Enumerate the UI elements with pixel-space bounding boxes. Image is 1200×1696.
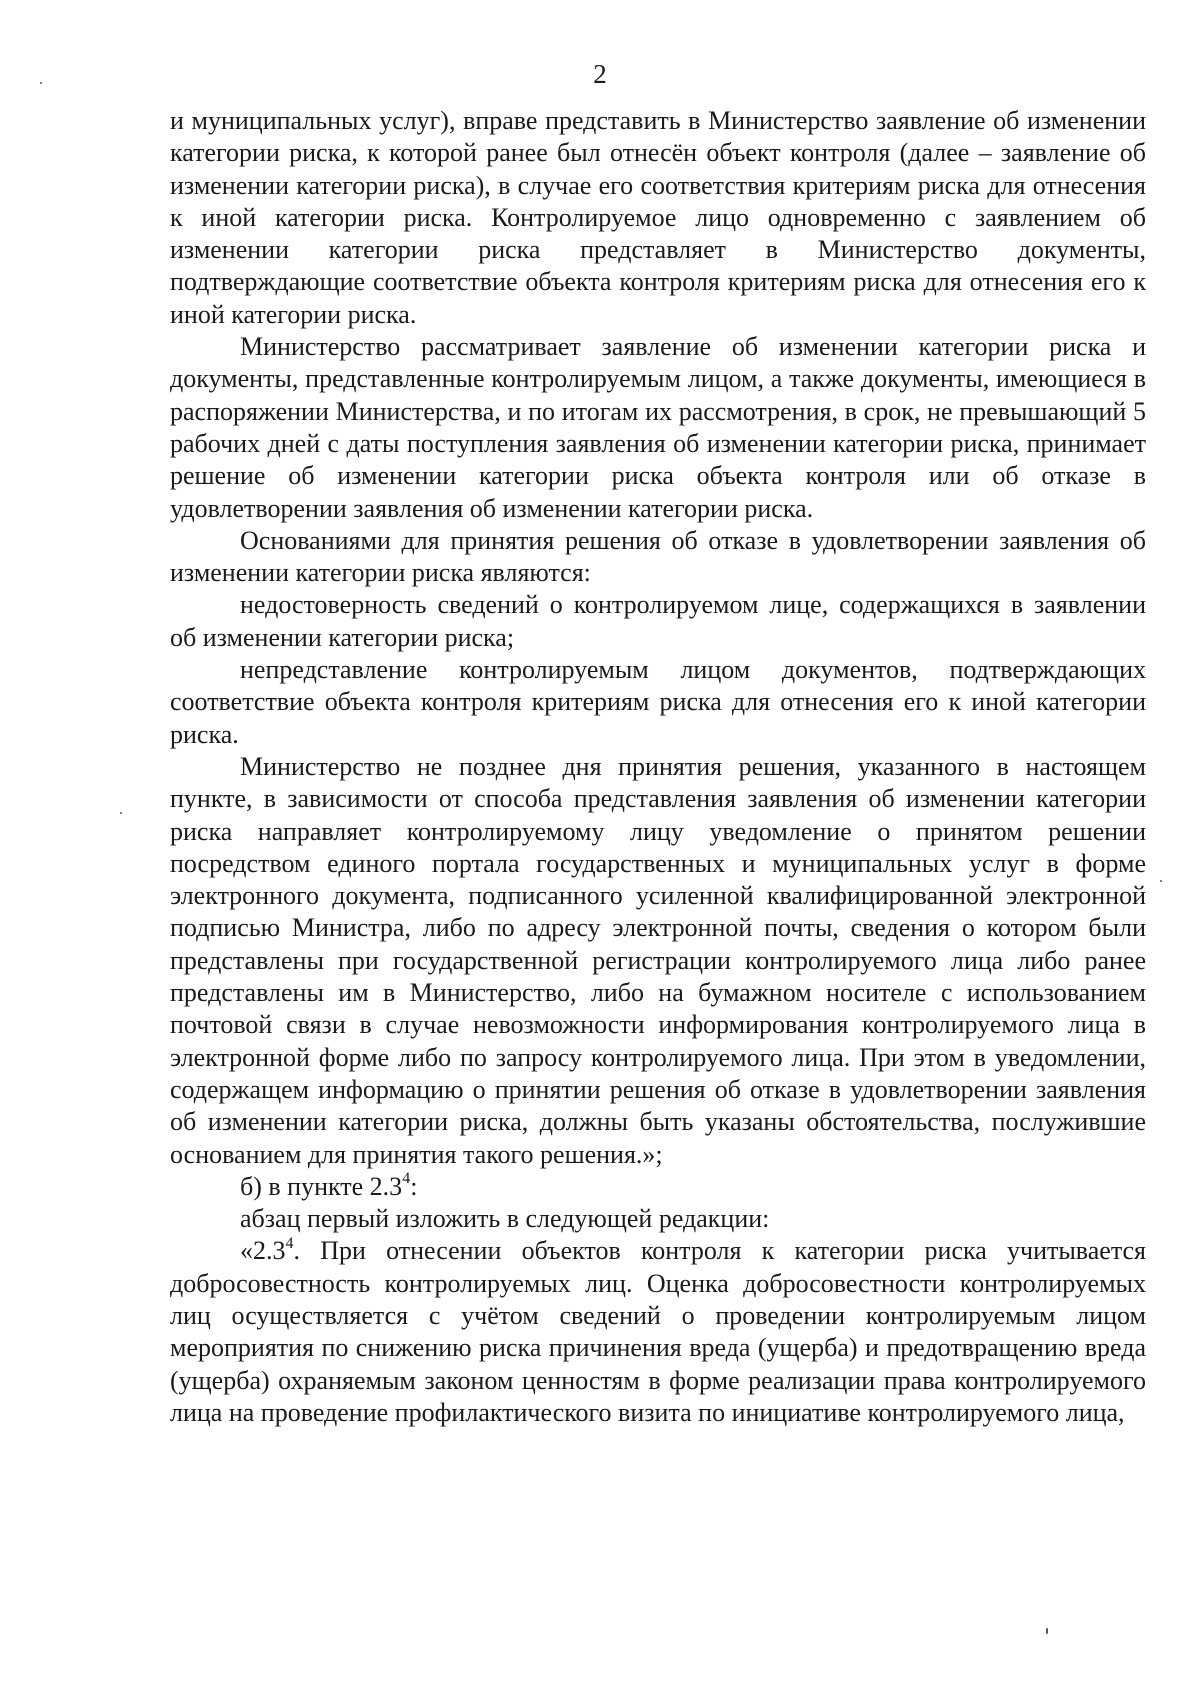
scan-speck [40, 82, 42, 84]
item-b-colon: : [410, 1171, 418, 1201]
paragraph-notification: Министерство не позднее дня принятия решения, указанного в настоящем пункте, в зависимости от способа представления заявления об изменении категории риска направляет контролируемому лицу уведомление о принятом решении посредством единого портала государственных и муниципальных услуг в форме электронного документа, подписанного усиленной квалифицированной электронной подписью Министра, либо по адресу электронной почты, сведения о котором были представлены при государственной регистрации контролируемого лица либо ранее представлены им в Министерство, либо на бумажном носителе с использованием почтовой связи в случае невозможности информирования контролируемого лица в электронной форме либо по запросу контролируемого лица. При этом в уведомлении, содержащем информацию о принятии решения об отказе в удовлетворении заявления об изменении категории риска, должны быть указаны обстоятельства, послужившие основанием для принятия такого решения.»; [170, 751, 1146, 1169]
paragraph-refusal-grounds: Основаниями для принятия решения об отказе в удовлетворении заявления об изменении категории риска являются: [170, 525, 1146, 588]
paragraph-ground-missing-docs: непредставление контролируемым лицом документов, подтверждающих соответствие объекта контроля критериям риска для отнесения его к иной категории риска. [170, 655, 1146, 749]
new-wording-number: «2.3 [240, 1236, 286, 1266]
document-body [170, 105, 1146, 1429]
page-number: 2 [593, 59, 607, 89]
item-b-superscript: 4 [402, 1170, 411, 1188]
paragraph-review: Министерство рассматривает заявление об изменении категории риска и документы, представленные контролируемым лицом, а также документы, имеющиеся в распоряжении Министерства, и по итогам их рассмотрения, в срок, не превышающий 5 рабочих дней с даты поступления заявления об изменении категории риска, принимает решение об изменении категории риска объекта контроля или об отказе в удовлетворении заявления об изменении категории риска. [170, 332, 1146, 523]
paragraph-ground-unreliable: недостоверность сведений о контролируемом лице, содержащихся в заявлении об изменении категории риска; [170, 590, 1146, 652]
item-b-text: б) в пункте 2.3 [240, 1171, 403, 1201]
paragraph-item-b [170, 1171, 1146, 1203]
paragraph-continuation: и муниципальных услуг), вправе представить в Министерство заявление об изменении категории риска, к которой ранее был отнесён объект контроля (далее – заявление об изменении категории риска), в случае его соответствия критериям риска для отнесения к иной категории риска. Контролируемое лицо одновременно с заявлением об изменении категории риска представляет в Министерство документы, подтверждающие соответствие объекта контроля критериям риска для отнесения его к иной категории риска. [170, 106, 1146, 329]
new-wording-superscript: 4 [285, 1234, 294, 1252]
new-wording-text: . При отнесении объектов контроля к категории риска учитывается добросовестность контролируемых лиц. Оценка добросовестности контролируемых лиц осуществляется с учётом сведений о проведении контролируемым лицом мероприятия по снижению риска причинения вреда (ущерба) и предотвращению вреда (ущерба) охраняемым законом ценностям в форме реализации права контролируемого лица на проведение профилактического визита по инициативе контролируемого лица, [170, 1236, 1146, 1427]
scan-speck [120, 812, 122, 814]
scan-speck [1160, 880, 1162, 882]
paragraph-amendment-intro: абзац первый изложить в следующей редакции: [240, 1204, 770, 1234]
paragraph-new-wording [170, 1235, 1146, 1429]
scan-speck [1046, 1628, 1048, 1634]
